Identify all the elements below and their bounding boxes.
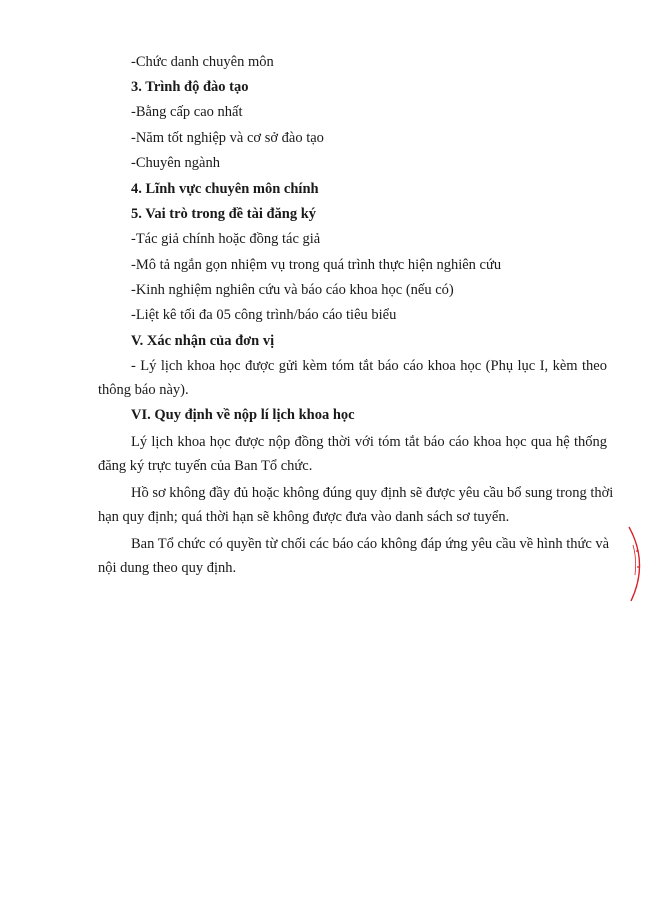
paragraph-incomplete-line-1: Hồ sơ không đầy đủ hoặc không đúng quy định sẽ được yêu cầu bổ sung trong thời (131, 485, 614, 501)
heading-submission-rules: VI. Quy định về nộp lí lịch khoa học (131, 407, 355, 423)
paragraph-rejection-line-2: nội dung theo quy định. (98, 560, 237, 576)
item-highest-degree: -Bằng cấp cao nhất (131, 104, 243, 120)
heading-main-field: 4. Lĩnh vực chuyên môn chính (131, 181, 319, 197)
item-research-experience: -Kinh nghiệm nghiên cứu và báo cáo khoa học (nếu có) (131, 282, 454, 298)
paragraph-submission-line-2: đăng ký trực tuyến của Ban Tổ chức. (98, 458, 313, 474)
item-graduation-year: -Năm tốt nghiệp và cơ sở đào tạo (131, 130, 324, 146)
item-task-description: -Mô tả ngắn gọn nhiệm vụ trong quá trình thực hiện nghiên cứu (131, 257, 502, 273)
paragraph-rejection-line-1: Ban Tổ chức có quyền từ chối các báo cáo không đáp ứng yêu cầu về hình thức và (131, 536, 610, 552)
heading-unit-confirmation: V. Xác nhận của đơn vị (131, 333, 275, 349)
item-job-title: -Chức danh chuyên môn (131, 54, 274, 70)
item-publications-list: -Liệt kê tối đa 05 công trình/báo cáo tiêu biểu (131, 307, 397, 323)
paragraph-incomplete-line-2: hạn quy định; quá thời hạn sẽ không được đưa vào danh sách sơ tuyển. (98, 509, 510, 525)
heading-role: 5. Vai trò trong đề tài đăng ký (131, 206, 317, 222)
item-major: -Chuyên ngành (131, 155, 220, 171)
paragraph-submission-line-1: Lý lịch khoa học được nộp đồng thời với tóm tắt báo cáo khoa học qua hệ thống (131, 434, 607, 450)
paragraph-confirmation-line-2: thông báo này). (98, 382, 189, 398)
paragraph-confirmation-line-1: - Lý lịch khoa học được gửi kèm tóm tắt báo cáo khoa học (Phụ lục I, kèm theo (131, 358, 607, 374)
item-author-role: -Tác giả chính hoặc đồng tác giả (131, 231, 321, 247)
heading-education-level: 3. Trình độ đào tạo (131, 79, 249, 95)
seal-stamp-edge (623, 525, 663, 605)
